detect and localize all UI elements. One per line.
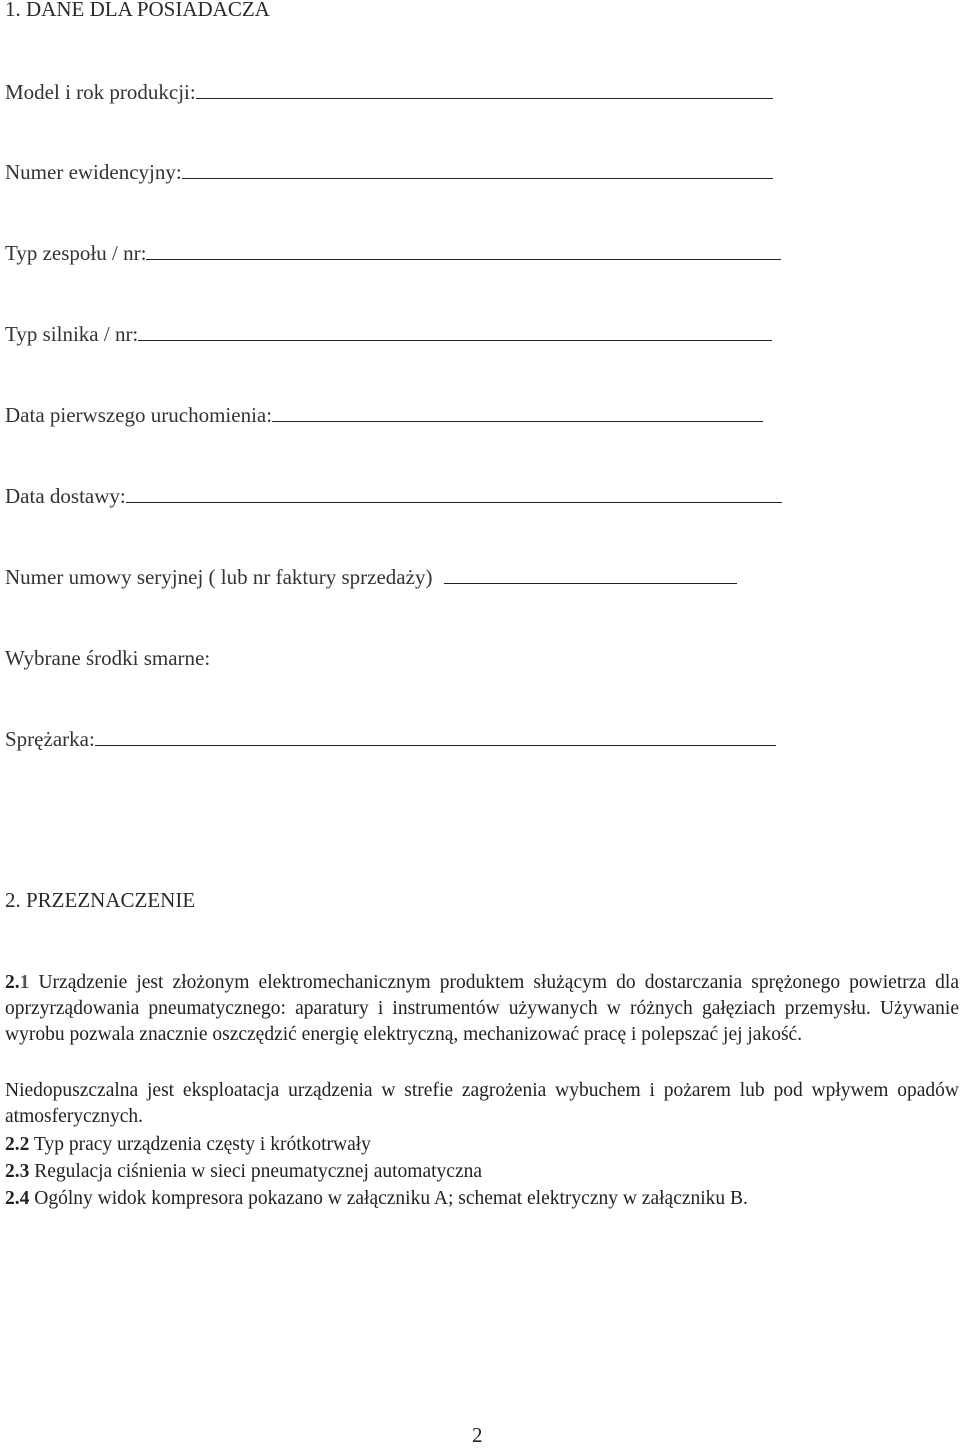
field-lubricants (5, 643, 210, 669)
paragraph-text: Urządzenie jest złożonym elektromechanicznym produktem służącym do dostarczania sprężonego powietrza dla oprzyrządowania pneumatycznego: aparatury i instrumentów używanych w różnych gałęziach przemysłu. Używanie wyrobu pozwala znacznie oszczędzić energię elektryczną, mechanizować pracę i polepszać jej jakość. (5, 972, 959, 1045)
field-first-startup-date (5, 400, 763, 426)
field-label: Typ zespołu / nr: (5, 241, 147, 265)
fill-in-line (444, 583, 737, 584)
paragraph-2-1 (5, 970, 959, 1048)
fill-in-line (126, 502, 782, 503)
fill-in-line (95, 745, 776, 746)
paragraph-number: 2.4 (5, 1188, 30, 1209)
fill-in-line (138, 340, 772, 341)
field-label: Sprężarka: (5, 727, 95, 751)
fill-in-line (272, 421, 763, 422)
field-registration-number (5, 157, 773, 183)
paragraph-2-2 (5, 1132, 959, 1158)
field-label: Data pierwszego uruchomienia: (5, 403, 273, 427)
field-unit-type (5, 238, 781, 264)
field-engine-type (5, 319, 772, 345)
field-contract-number (5, 562, 737, 588)
field-delivery-date (5, 481, 782, 507)
paragraph-text: Typ pracy urządzenia częsty i krótkotrwały (29, 1134, 371, 1155)
field-label: Wybrane środki smarne: (5, 646, 211, 670)
page-number: 2 (472, 1423, 483, 1447)
paragraph-2-4 (5, 1186, 959, 1212)
field-model-year (5, 77, 773, 103)
field-label: Model i rok produkcji: (5, 80, 196, 104)
fill-in-line (196, 98, 773, 99)
paragraph-text: Ogólny widok kompresora pokazano w załączniku A; schemat elektryczny w załączniku B. (29, 1188, 748, 1209)
paragraph-number: 2. (5, 972, 20, 993)
field-compressor (5, 724, 776, 750)
paragraph-hazard: Niedopuszczalna jest eksploatacja urządzenia w strefie zagrożenia wybuchem i pożarem lub pod wpływem opadów atmosferycznych. (5, 1080, 959, 1127)
fill-in-line (146, 259, 781, 260)
paragraph-2-3 (5, 1159, 959, 1185)
fill-in-line (182, 178, 773, 179)
field-label: Typ silnika / nr: (5, 322, 139, 346)
paragraph-number: 2.3 (5, 1161, 30, 1182)
paragraph-text: Regulacja ciśnienia w sieci pneumatycznej automatyczna (29, 1161, 483, 1182)
paragraph-subnumber: 1 (19, 972, 30, 993)
field-label: Data dostawy: (5, 484, 126, 508)
paragraph-number: 2.2 (5, 1134, 30, 1155)
field-label: Numer umowy seryjnej ( lub nr faktury sprzedaży) (5, 565, 433, 589)
field-label: Numer ewidencyjny: (5, 160, 182, 184)
section-1-heading: 1. DANE DLA POSIADACZA (5, 0, 270, 21)
section-2-heading: 2. PRZEZNACZENIE (5, 888, 196, 912)
